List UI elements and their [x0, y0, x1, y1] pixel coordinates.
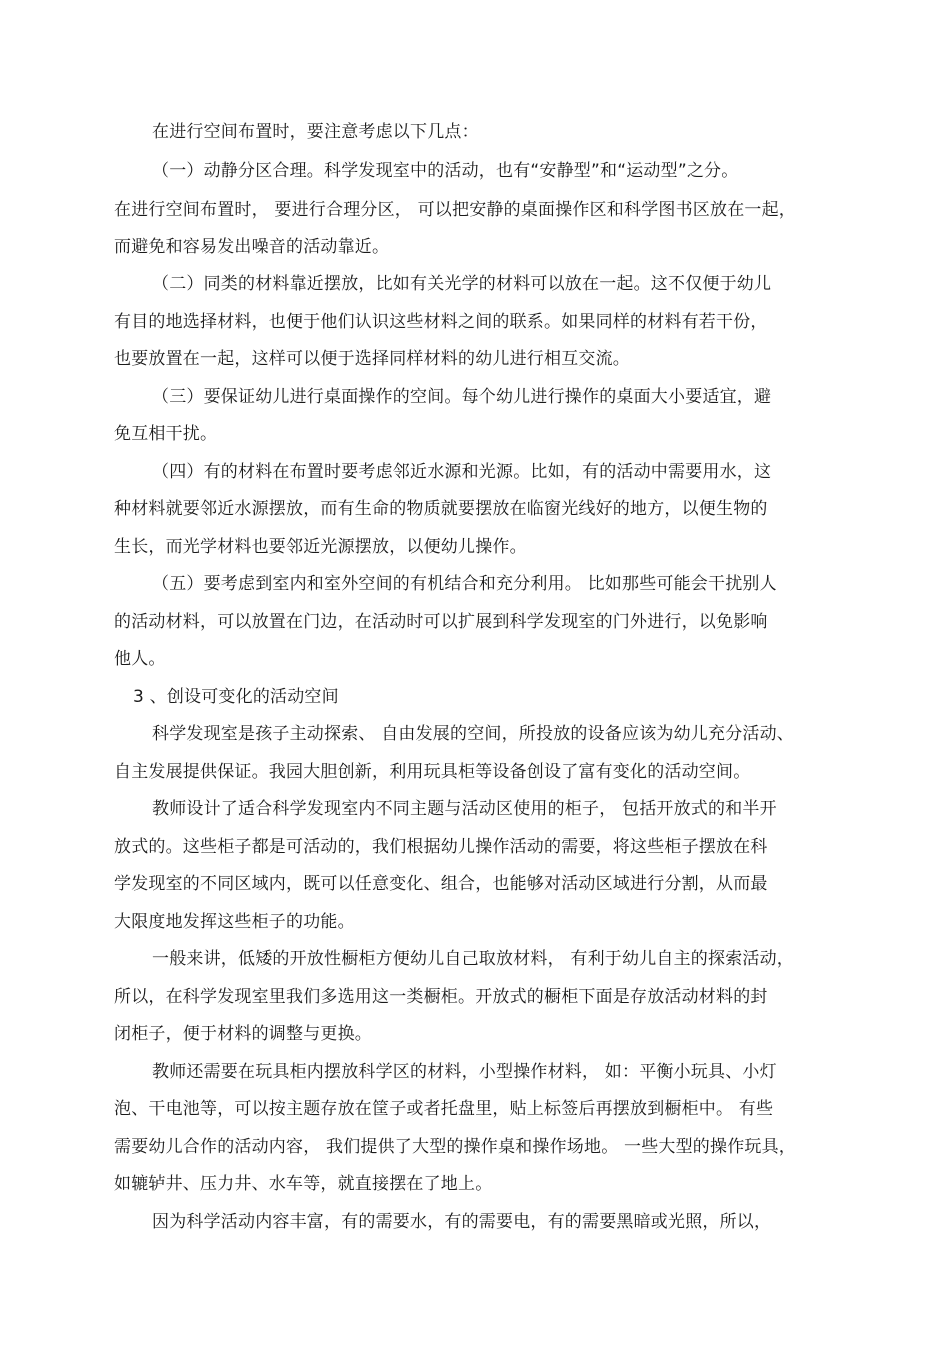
- text-line: 大限度地发挥这些柜子的功能。: [114, 912, 355, 932]
- text-line: 需要幼儿合作的活动内容， 我们提供了大型的操作桌和操作场地。 一些大型的操作玩具，: [114, 1137, 797, 1157]
- text-line: 放式的。这些柜子都是可活动的，我们根据幼儿操作活动的需要，将这些柜子摆放在科: [114, 837, 768, 857]
- text-line: 闭柜子，便于材料的调整与更换。: [114, 1024, 372, 1044]
- text-line: 泡、干电池等，可以按主题存放在筐子或者托盘里，贴上标签后再摆放到橱柜中。 有些: [114, 1099, 774, 1119]
- text-line: 如辘轳井、压力井、水车等，就直接摆在了地上。: [114, 1174, 493, 1194]
- section-heading: 3 、创设可变化的活动空间: [133, 687, 339, 707]
- text-line: 的活动材料，可以放置在门边，在活动时可以扩展到科学发现室的门外进行，以免影响: [114, 612, 768, 632]
- text-line: 因为科学活动内容丰富，有的需要水，有的需要电，有的需要黑暗或光照，所以，: [152, 1212, 772, 1232]
- text-line: 有目的地选择材料，也便于他们认识这些材料之间的联系。如果同样的材料有若干份，: [114, 312, 768, 332]
- text-line: 生长，而光学材料也要邻近光源摆放，以便幼儿操作。: [114, 537, 527, 557]
- text-line: 自主发展提供保证。我园大胆创新，利用玩具柜等设备创设了富有变化的活动空间。: [114, 762, 751, 782]
- text-line: （五）要考虑到室内和室外空间的有机结合和充分利用。 比如那些可能会干扰别人: [152, 574, 777, 594]
- text-line: （一）动静分区合理。科学发现室中的活动，也有“安静型”和“运动型”之分。: [152, 161, 739, 181]
- text-line: 在进行空间布置时， 要进行合理分区， 可以把安静的桌面操作区和科学图书区放在一起，: [114, 200, 797, 220]
- text-line: 而避免和容易发出噪音的活动靠近。: [114, 237, 390, 257]
- text-line: 所以，在科学发现室里我们多选用这一类橱柜。开放式的橱柜下面是存放活动材料的封: [114, 987, 768, 1007]
- text-line: 免互相干扰。: [114, 424, 218, 444]
- text-line: （三）要保证幼儿进行桌面操作的空间。每个幼儿进行操作的桌面大小要适宜，避: [152, 387, 772, 407]
- text-line: 种材料就要邻近水源摆放，而有生命的物质就要摆放在临窗光线好的地方，以便生物的: [114, 499, 768, 519]
- text-line: 科学发现室是孩子主动探索、 自由发展的空间，所投放的设备应该为幼儿充分活动、: [152, 724, 795, 744]
- text-line: 一般来讲，低矮的开放性橱柜方便幼儿自己取放材料， 有利于幼儿自主的探索活动，: [152, 949, 795, 969]
- text-line: 教师设计了适合科学发现室内不同主题与活动区使用的柜子， 包括开放式的和半开: [152, 799, 777, 819]
- text-line: 学发现室的不同区域内，既可以任意变化、组合，也能够对活动区域进行分割，从而最: [114, 874, 768, 894]
- text-line: 他人。: [114, 649, 166, 669]
- text-line: 在进行空间布置时，要注意考虑以下几点：: [152, 122, 479, 142]
- text-line: （四）有的材料在布置时要考虑邻近水源和光源。比如，有的活动中需要用水，这: [152, 462, 772, 482]
- text-line: 也要放置在一起，这样可以便于选择同样材料的幼儿进行相互交流。: [114, 349, 630, 369]
- text-line: （二）同类的材料靠近摆放，比如有关光学的材料可以放在一起。这不仅便于幼儿: [152, 274, 772, 294]
- text-line: 教师还需要在玩具柜内摆放科学区的材料，小型操作材料， 如：平衡小玩具、小灯: [152, 1062, 777, 1082]
